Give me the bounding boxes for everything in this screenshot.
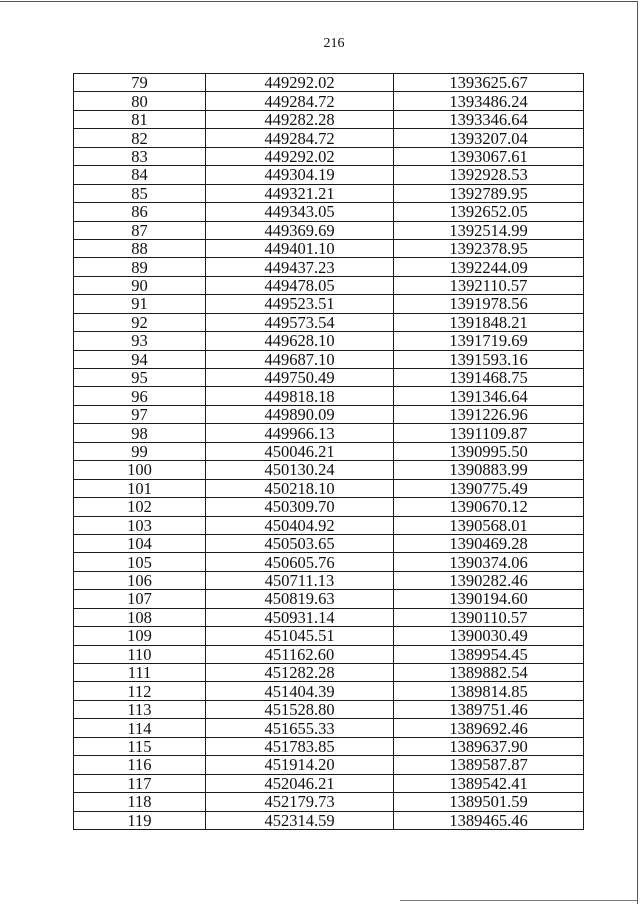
point-number-cell: 108 (74, 608, 206, 626)
x-coordinate-cell: 449890.09 (206, 405, 394, 423)
table-row (74, 92, 584, 110)
x-coordinate-cell: 450503.65 (206, 534, 394, 552)
point-number-cell: 82 (74, 129, 206, 147)
y-coordinate-cell: 1391468.75 (394, 369, 584, 387)
x-coordinate-cell: 452179.73 (206, 793, 394, 811)
table-row (74, 627, 584, 645)
table-row (74, 147, 584, 165)
table-row (74, 332, 584, 350)
point-number-cell: 98 (74, 424, 206, 442)
y-coordinate-cell: 1392789.95 (394, 184, 584, 202)
y-coordinate-cell: 1389751.46 (394, 700, 584, 718)
y-coordinate-cell: 1390775.49 (394, 479, 584, 497)
x-coordinate-cell: 450218.10 (206, 479, 394, 497)
point-number-cell: 94 (74, 350, 206, 368)
point-number-cell: 80 (74, 92, 206, 110)
table-row (74, 295, 584, 313)
x-coordinate-cell: 451528.80 (206, 700, 394, 718)
scan-edge-right (637, 1, 638, 904)
x-coordinate-cell: 451914.20 (206, 756, 394, 774)
x-coordinate-cell: 449292.02 (206, 147, 394, 165)
point-number-cell: 79 (74, 74, 206, 92)
point-number-cell: 83 (74, 147, 206, 165)
point-number-cell: 96 (74, 387, 206, 405)
table-row (74, 756, 584, 774)
y-coordinate-cell: 1390282.46 (394, 571, 584, 589)
x-coordinate-cell: 449284.72 (206, 129, 394, 147)
y-coordinate-cell: 1393067.61 (394, 147, 584, 165)
y-coordinate-cell: 1393625.67 (394, 74, 584, 92)
x-coordinate-cell: 449284.72 (206, 92, 394, 110)
point-number-cell: 89 (74, 258, 206, 276)
x-coordinate-cell: 451045.51 (206, 627, 394, 645)
x-coordinate-cell: 449628.10 (206, 332, 394, 350)
table-row (74, 700, 584, 718)
table-row (74, 461, 584, 479)
point-number-cell: 107 (74, 590, 206, 608)
point-number-cell: 93 (74, 332, 206, 350)
point-number-cell: 109 (74, 627, 206, 645)
y-coordinate-cell: 1391978.56 (394, 295, 584, 313)
table-row (74, 129, 584, 147)
table-row (74, 553, 584, 571)
table-row (74, 184, 584, 202)
table-row (74, 166, 584, 184)
y-coordinate-cell: 1390030.49 (394, 627, 584, 645)
y-coordinate-cell: 1393346.64 (394, 110, 584, 128)
point-number-cell: 91 (74, 295, 206, 313)
y-coordinate-cell: 1390469.28 (394, 534, 584, 552)
table-row (74, 645, 584, 663)
point-number-cell: 115 (74, 737, 206, 755)
x-coordinate-cell: 450130.24 (206, 461, 394, 479)
x-coordinate-cell: 451655.33 (206, 719, 394, 737)
y-coordinate-cell: 1389501.59 (394, 793, 584, 811)
y-coordinate-cell: 1390568.01 (394, 516, 584, 534)
table-row (74, 608, 584, 626)
point-number-cell: 99 (74, 442, 206, 460)
y-coordinate-cell: 1393486.24 (394, 92, 584, 110)
point-number-cell: 95 (74, 369, 206, 387)
table-row (74, 682, 584, 700)
y-coordinate-cell: 1392652.05 (394, 203, 584, 221)
point-number-cell: 103 (74, 516, 206, 534)
table-row (74, 793, 584, 811)
y-coordinate-cell: 1389587.87 (394, 756, 584, 774)
y-coordinate-cell: 1389465.46 (394, 811, 584, 829)
x-coordinate-cell: 449573.54 (206, 313, 394, 331)
y-coordinate-cell: 1390883.99 (394, 461, 584, 479)
y-coordinate-cell: 1391226.96 (394, 405, 584, 423)
point-number-cell: 92 (74, 313, 206, 331)
x-coordinate-cell: 450819.63 (206, 590, 394, 608)
x-coordinate-cell: 449292.02 (206, 74, 394, 92)
table-row (74, 424, 584, 442)
table-row (74, 276, 584, 294)
point-number-cell: 81 (74, 110, 206, 128)
point-number-cell: 113 (74, 700, 206, 718)
y-coordinate-cell: 1391109.87 (394, 424, 584, 442)
table-row (74, 719, 584, 737)
y-coordinate-cell: 1391719.69 (394, 332, 584, 350)
x-coordinate-cell: 449304.19 (206, 166, 394, 184)
y-coordinate-cell: 1390110.57 (394, 608, 584, 626)
table-row (74, 590, 584, 608)
table-row (74, 258, 584, 276)
y-coordinate-cell: 1391346.64 (394, 387, 584, 405)
table-row (74, 479, 584, 497)
x-coordinate-cell: 450309.70 (206, 498, 394, 516)
x-coordinate-cell: 450046.21 (206, 442, 394, 460)
y-coordinate-cell: 1389814.85 (394, 682, 584, 700)
point-number-cell: 87 (74, 221, 206, 239)
x-coordinate-cell: 449818.18 (206, 387, 394, 405)
table-row (74, 737, 584, 755)
y-coordinate-cell: 1389882.54 (394, 664, 584, 682)
x-coordinate-cell: 449687.10 (206, 350, 394, 368)
table-row (74, 387, 584, 405)
y-coordinate-cell: 1390670.12 (394, 498, 584, 516)
x-coordinate-cell: 449282.28 (206, 110, 394, 128)
x-coordinate-cell: 450605.76 (206, 553, 394, 571)
point-number-cell: 105 (74, 553, 206, 571)
point-number-cell: 84 (74, 166, 206, 184)
x-coordinate-cell: 450931.14 (206, 608, 394, 626)
x-coordinate-cell: 451404.39 (206, 682, 394, 700)
point-number-cell: 86 (74, 203, 206, 221)
x-coordinate-cell: 449321.21 (206, 184, 394, 202)
x-coordinate-cell: 450404.92 (206, 516, 394, 534)
point-number-cell: 85 (74, 184, 206, 202)
table-row (74, 516, 584, 534)
point-number-cell: 101 (74, 479, 206, 497)
y-coordinate-cell: 1389542.41 (394, 774, 584, 792)
table-row (74, 498, 584, 516)
y-coordinate-cell: 1391848.21 (394, 313, 584, 331)
table-row (74, 442, 584, 460)
table-row (74, 203, 584, 221)
point-number-cell: 117 (74, 774, 206, 792)
y-coordinate-cell: 1392378.95 (394, 239, 584, 257)
x-coordinate-cell: 449523.51 (206, 295, 394, 313)
table-row (74, 313, 584, 331)
y-coordinate-cell: 1391593.16 (394, 350, 584, 368)
table-row (74, 110, 584, 128)
table-row (74, 774, 584, 792)
y-coordinate-cell: 1392514.99 (394, 221, 584, 239)
x-coordinate-cell: 452046.21 (206, 774, 394, 792)
table-row (74, 74, 584, 92)
table-row (74, 534, 584, 552)
point-number-cell: 102 (74, 498, 206, 516)
table-row (74, 221, 584, 239)
x-coordinate-cell: 449401.10 (206, 239, 394, 257)
y-coordinate-cell: 1392244.09 (394, 258, 584, 276)
point-number-cell: 116 (74, 756, 206, 774)
y-coordinate-cell: 1389692.46 (394, 719, 584, 737)
x-coordinate-cell: 449966.13 (206, 424, 394, 442)
scan-edge-top (0, 1, 638, 2)
y-coordinate-cell: 1390374.06 (394, 553, 584, 571)
x-coordinate-cell: 451783.85 (206, 737, 394, 755)
table-row (74, 664, 584, 682)
point-number-cell: 88 (74, 239, 206, 257)
x-coordinate-cell: 449343.05 (206, 203, 394, 221)
x-coordinate-cell: 450711.13 (206, 571, 394, 589)
point-number-cell: 90 (74, 276, 206, 294)
point-number-cell: 118 (74, 793, 206, 811)
point-number-cell: 112 (74, 682, 206, 700)
table-row (74, 571, 584, 589)
page-number: 216 (323, 36, 345, 51)
coordinate-table (73, 73, 584, 830)
y-coordinate-cell: 1389954.45 (394, 645, 584, 663)
y-coordinate-cell: 1390995.50 (394, 442, 584, 460)
y-coordinate-cell: 1389637.90 (394, 737, 584, 755)
point-number-cell: 100 (74, 461, 206, 479)
x-coordinate-cell: 449750.49 (206, 369, 394, 387)
x-coordinate-cell: 451162.60 (206, 645, 394, 663)
y-coordinate-cell: 1392110.57 (394, 276, 584, 294)
point-number-cell: 97 (74, 405, 206, 423)
point-number-cell: 110 (74, 645, 206, 663)
point-number-cell: 114 (74, 719, 206, 737)
coordinate-table-body (74, 74, 584, 830)
table-row (74, 811, 584, 829)
x-coordinate-cell: 449437.23 (206, 258, 394, 276)
y-coordinate-cell: 1390194.60 (394, 590, 584, 608)
scan-edge-bottom (400, 900, 638, 901)
table-row (74, 239, 584, 257)
point-number-cell: 104 (74, 534, 206, 552)
point-number-cell: 106 (74, 571, 206, 589)
x-coordinate-cell: 451282.28 (206, 664, 394, 682)
x-coordinate-cell: 449369.69 (206, 221, 394, 239)
table-row (74, 350, 584, 368)
x-coordinate-cell: 449478.05 (206, 276, 394, 294)
table-row (74, 369, 584, 387)
point-number-cell: 119 (74, 811, 206, 829)
y-coordinate-cell: 1392928.53 (394, 166, 584, 184)
y-coordinate-cell: 1393207.04 (394, 129, 584, 147)
table-row (74, 405, 584, 423)
x-coordinate-cell: 452314.59 (206, 811, 394, 829)
point-number-cell: 111 (74, 664, 206, 682)
